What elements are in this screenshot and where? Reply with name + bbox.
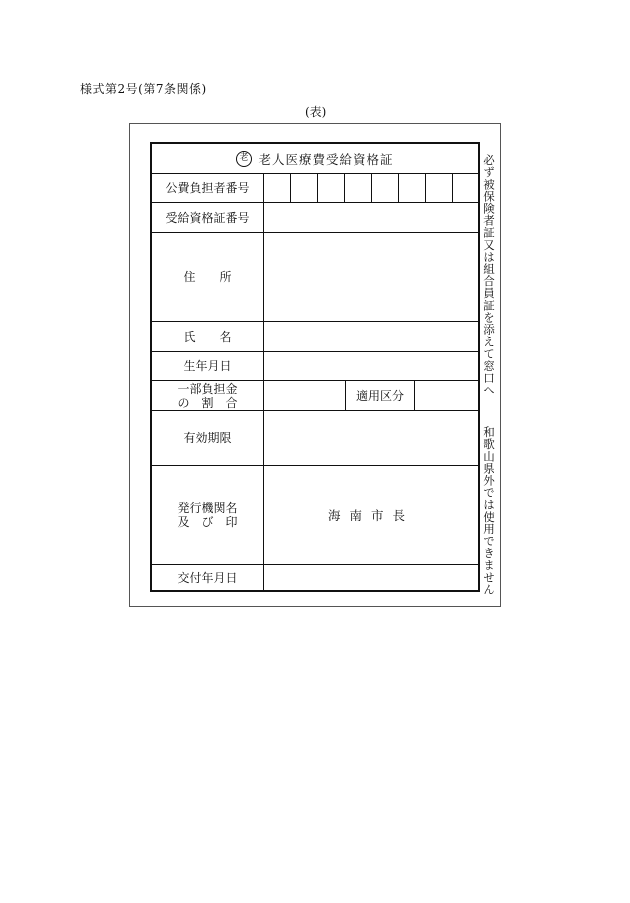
certificate-number-value xyxy=(264,203,478,232)
certificate-number-label: 受給資格証番号 xyxy=(152,203,264,232)
digit-box xyxy=(318,173,345,202)
birth-date-value xyxy=(264,352,478,380)
side-label: (表) xyxy=(305,105,327,119)
address-value xyxy=(264,233,478,321)
validity-label: 有効期限 xyxy=(152,411,264,465)
name-label: 氏 名 xyxy=(152,322,264,351)
issuer-name: 海南市長 xyxy=(327,508,414,523)
row-issuer xyxy=(152,466,478,565)
applicable-category-label: 適用区分 xyxy=(355,389,404,403)
row-address xyxy=(152,233,478,322)
issuer-label xyxy=(152,466,264,564)
validity-value xyxy=(264,411,478,465)
insurer-number-boxes xyxy=(264,173,478,202)
copay-value xyxy=(264,381,478,410)
digit-box xyxy=(453,173,480,202)
row-birth-date xyxy=(152,352,478,381)
certificate-card xyxy=(150,142,480,592)
card-title xyxy=(152,144,478,174)
issuer-label-line1: 発行機関名 xyxy=(177,501,238,515)
elderly-mark-icon: 老 xyxy=(236,151,252,167)
issue-date-value xyxy=(264,565,478,590)
digit-box xyxy=(345,173,372,202)
digit-box xyxy=(291,173,318,202)
issuer-label-line2: 及 び 印 xyxy=(177,515,238,529)
row-issue-date xyxy=(152,565,478,590)
row-copay xyxy=(152,381,478,411)
side-note-prefecture-only: 和歌山県外では使用できません xyxy=(482,426,496,596)
issuer-value-cell xyxy=(264,466,478,564)
digit-box xyxy=(426,173,453,202)
row-validity xyxy=(152,411,478,466)
category-divider xyxy=(414,381,415,410)
address-label: 住 所 xyxy=(152,233,264,321)
row-certificate-number xyxy=(152,203,478,233)
row-name xyxy=(152,322,478,352)
birth-date-label: 生年月日 xyxy=(152,352,264,380)
copay-label xyxy=(152,381,264,410)
digit-box xyxy=(399,173,426,202)
insurer-number-label: 公費負担者番号 xyxy=(152,173,264,202)
side-note-present-card: 必ず被保険者証又は組合員証を添えて窓口へ xyxy=(482,154,496,396)
card-title-text: 老人医療費受給資格証 xyxy=(258,151,394,167)
digit-box xyxy=(264,173,291,202)
copay-label-line2: の 割 合 xyxy=(177,395,238,410)
issue-date-label: 交付年月日 xyxy=(152,565,264,590)
digit-box xyxy=(372,173,399,202)
name-value xyxy=(264,322,478,351)
row-insurer-number xyxy=(152,173,478,203)
form-number: 様式第2号(第7条関係) xyxy=(80,82,207,96)
copay-label-line1: 一部負担金 xyxy=(177,381,238,396)
